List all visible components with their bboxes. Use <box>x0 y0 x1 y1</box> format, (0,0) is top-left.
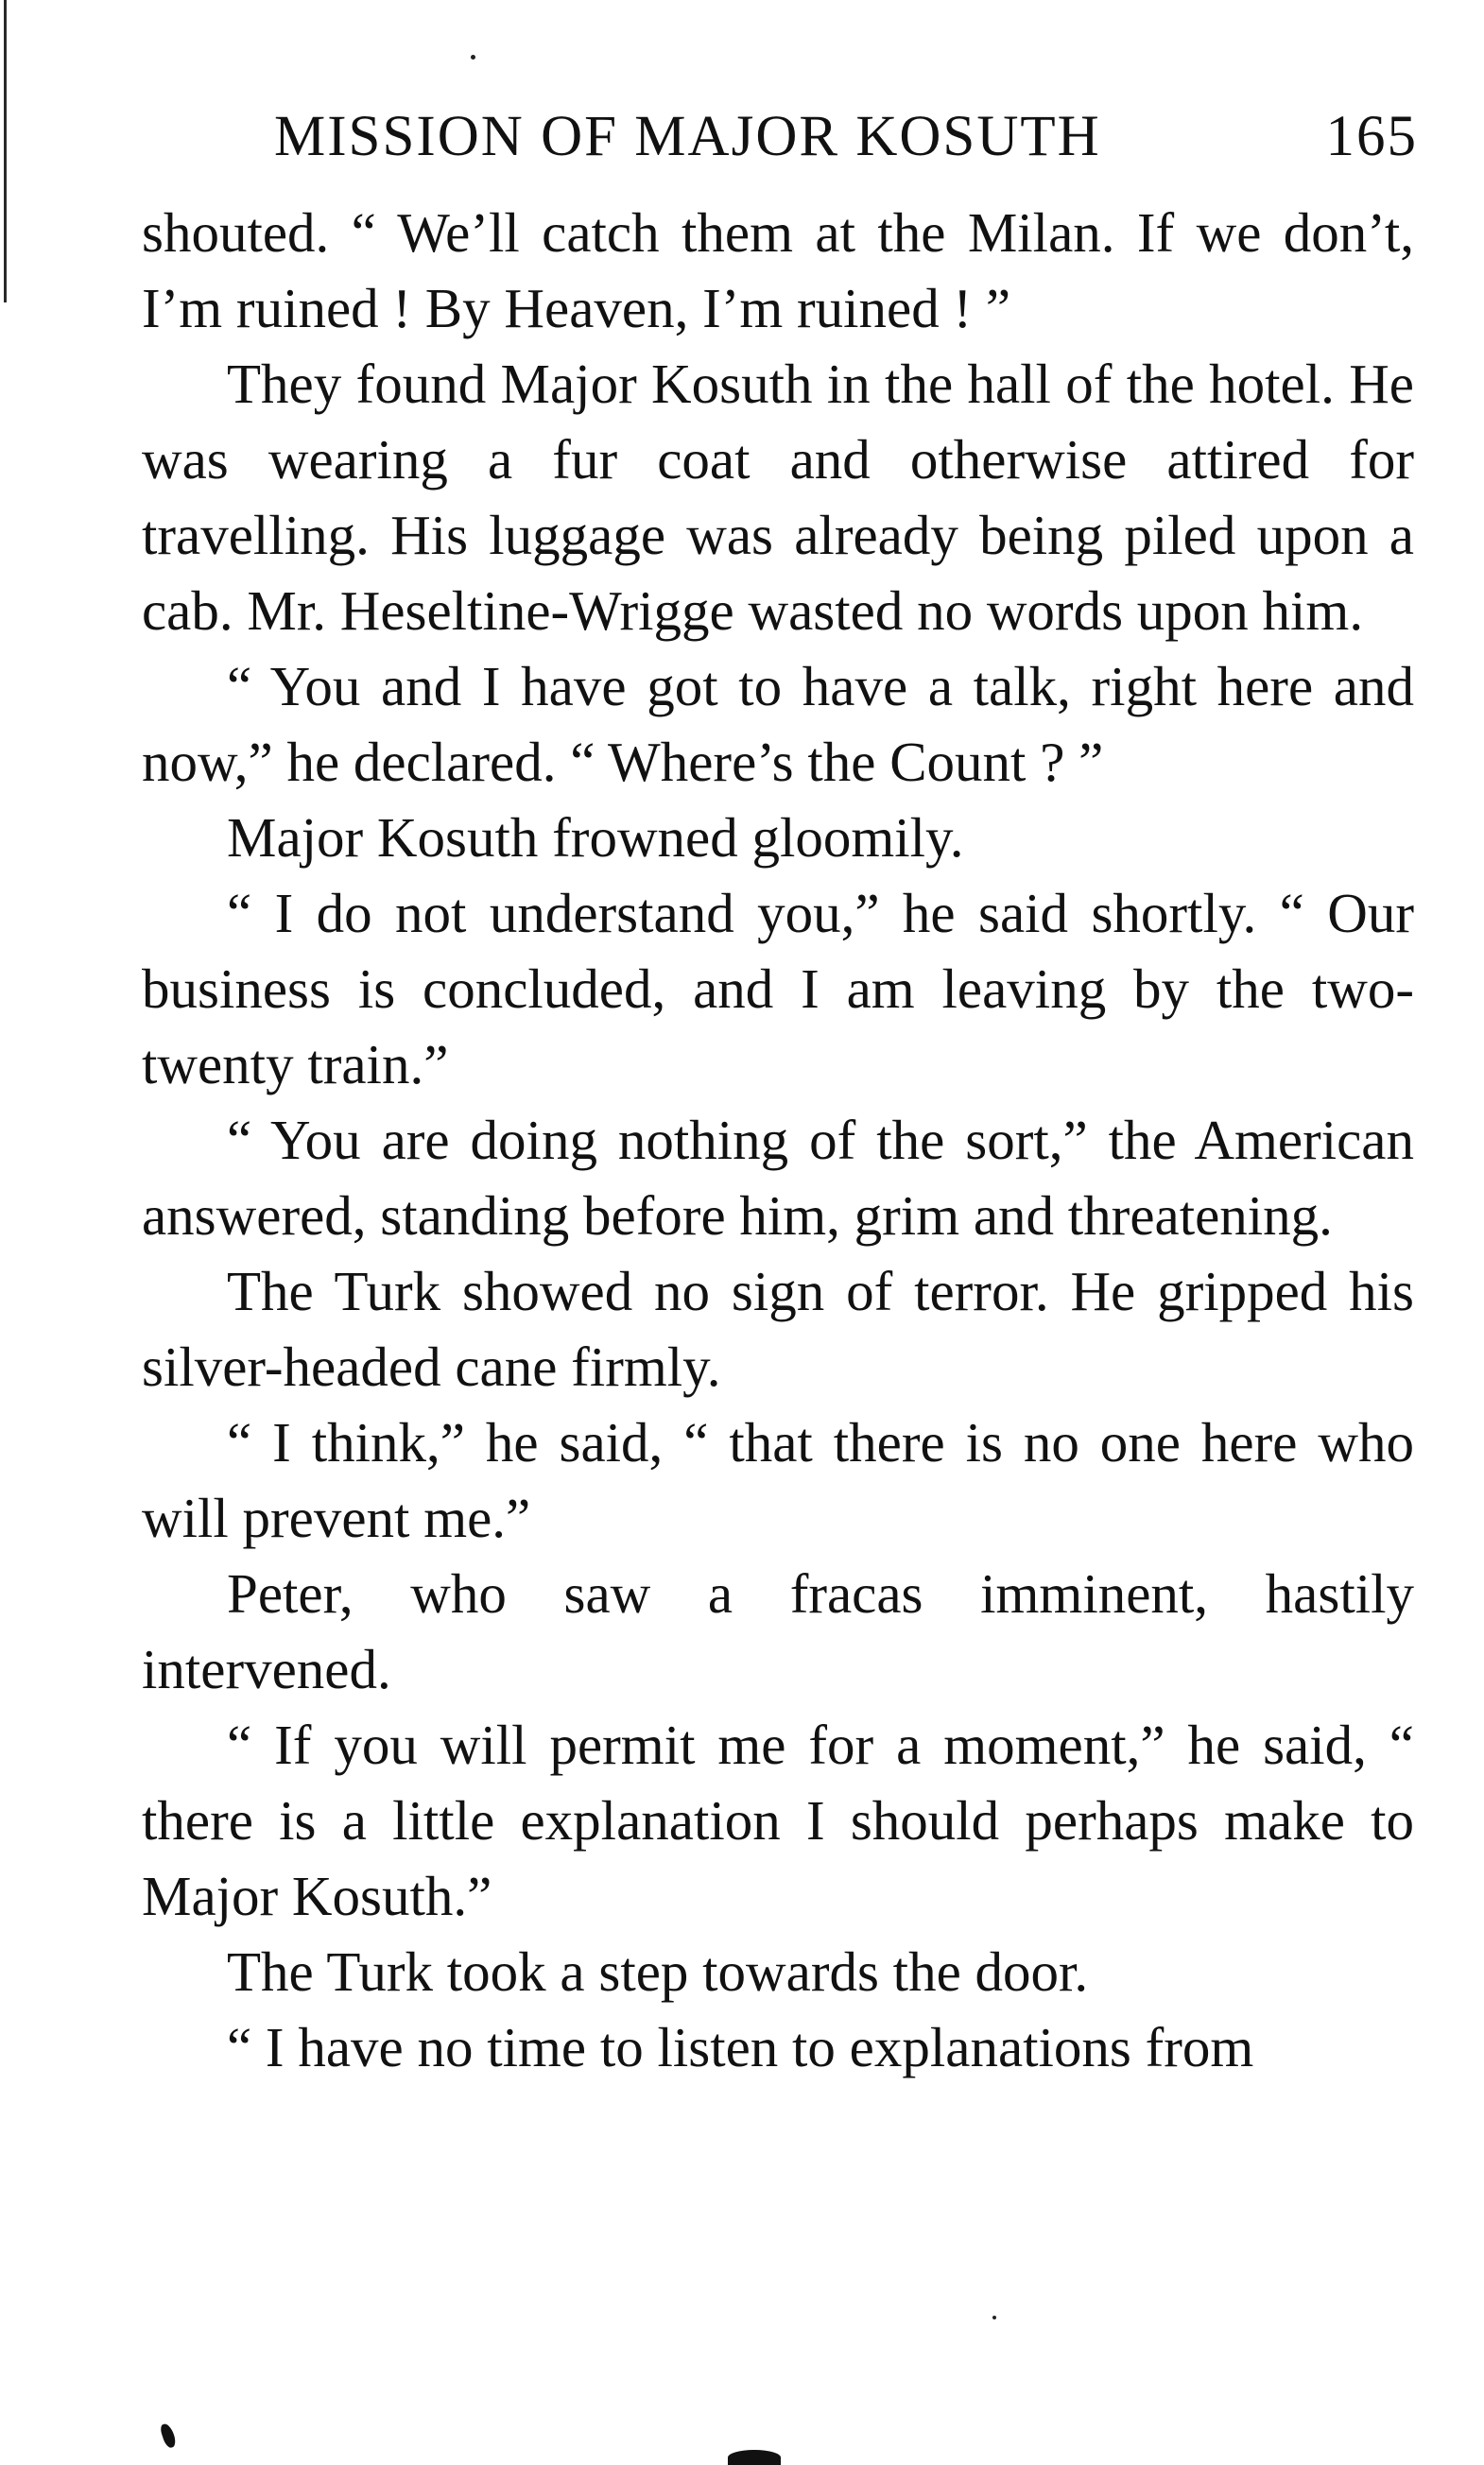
body-text <box>142 195 1414 2085</box>
running-title: MISSION OF MAJOR KOSUTH <box>274 105 1101 168</box>
page-number: 165 <box>1325 105 1418 168</box>
page-edge-line <box>4 0 7 302</box>
paragraph: “ You and I have got to have a talk, right here and now,” he declared. “ Where’s the Count ? ” <box>142 655 1414 793</box>
paragraph: “ If you will permit me for a moment,” he said, “ there is a little explanation I should perhaps make to Major Kosuth.” <box>142 1714 1414 1927</box>
paragraph: “ I think,” he said, “ that there is no one here who will prevent me.” <box>142 1411 1414 1549</box>
paragraph: “ You are doing nothing of the sort,” the American answered, standing before him, grim and threatening. <box>142 1109 1414 1247</box>
paragraph: They found Major Kosuth in the hall of the hotel. He was wearing a fur coat and otherwise attired for travelling. His luggage was already being piled upon a cab. Mr. Heseltine-Wrigge wasted no words upon him. <box>142 353 1414 642</box>
scan-speck <box>471 55 475 60</box>
paragraph: “ I have no time to listen to explanations from <box>227 2016 1254 2078</box>
scan-blot <box>728 2450 781 2465</box>
paragraph: The Turk showed no sign of terror. He gripped his silver-headed cane firmly. <box>142 1260 1414 1398</box>
scan-speck <box>992 2316 996 2319</box>
page-header <box>140 95 1418 180</box>
scan-blot <box>159 2422 177 2449</box>
paragraph: shouted. “ We’ll catch them at the Milan. If we don’t, I’m ruined ! By Heaven, I’m ruined ! ” <box>142 201 1414 339</box>
paragraph: Major Kosuth frowned gloomily. <box>227 806 964 869</box>
paragraph: “ I do not understand you,” he said shortly. “ Our business is concluded, and I am leaving by the two-twenty train.” <box>142 882 1414 1095</box>
paragraph: The Turk took a step towards the door. <box>227 1940 1089 2003</box>
paragraph: Peter, who saw a fracas imminent, hastily intervened. <box>142 1562 1414 1700</box>
